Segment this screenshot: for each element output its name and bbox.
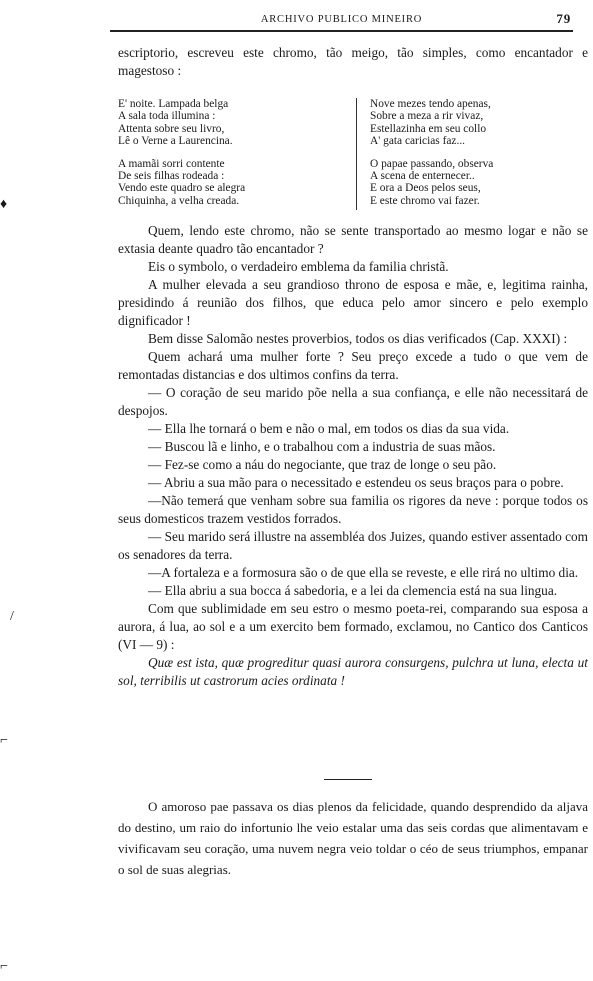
paragraph: — O coração de seu marido põe nella a sua confiança, e elle não necessitará de despojos. bbox=[118, 385, 588, 418]
poem-line: De seis filhas rodeada : bbox=[118, 170, 225, 183]
latin-quote-block bbox=[118, 654, 588, 690]
paragraph: Com que sublimidade em seu estro o mesmo poeta-rei, comparando sua esposa a aurora, á lua, ao sol e a um exercito bem formado, exclamou, no Cantico dos Canticos (VI — 9) : bbox=[118, 601, 588, 652]
margin-mark: ⌐ bbox=[0, 959, 8, 974]
poem-stanza bbox=[370, 158, 593, 208]
poem-line: Estellazinha em seu collo bbox=[370, 122, 487, 135]
poem-column-divider bbox=[356, 98, 357, 210]
page-number: 79 bbox=[556, 11, 571, 26]
margin-mark: ♦ bbox=[0, 197, 8, 212]
paragraph: Eis o symbolo, o verdadeiro emblema da familia christã. bbox=[148, 259, 449, 274]
latin-quote: Quæ est ista, quæ progreditur quasi aurora consurgens, pulchra ut luna, electa ut sol, terribilis ut castrorum acies ordinata ! bbox=[118, 655, 588, 688]
poem-line: Lê o Verne a Laurencina. bbox=[118, 135, 233, 148]
header-rule bbox=[110, 30, 573, 32]
paragraph: — Fez-se como a náu do negociante, que traz de longe o seu pão. bbox=[148, 457, 497, 472]
paragraph: — Ella lhe tornará o bem e não o mal, em todos os dias da sua vida. bbox=[148, 421, 510, 436]
poem-stanza bbox=[370, 98, 593, 148]
poem-line: A' gata caricias faz... bbox=[370, 135, 466, 148]
paragraph: A mulher elevada a seu grandioso throno de esposa e mãe, e, legitima rainha, presidindo á reunião dos filhos, que educa pelo amor sincero e pelo exemplo dignificador ! bbox=[118, 277, 588, 328]
paragraph: — Seu marido será illustre na assembléa dos Juizes, quando estiver assentado com os senadores da terra. bbox=[118, 529, 588, 562]
paragraph: Bem disse Salomão nestes proverbios, todos os dias verificados (Cap. XXXI) : bbox=[148, 331, 568, 346]
poem-line: Vendo este quadro se alegra bbox=[118, 182, 246, 195]
poem-line: Nove mezes tendo apenas, bbox=[370, 98, 491, 110]
running-header bbox=[110, 10, 573, 32]
body-text bbox=[118, 222, 588, 690]
poem bbox=[118, 98, 588, 210]
final-paragraph: O amoroso pae passava os dias plenos da felicidade, quando desprendido da aljava do destino, um raio do infortunio lhe veio estalar uma das seis cordas que alimentavam e vivificavam seu coração, uma nuvem negra veio toldar o céo de seus triumphos, empanar o sol de suas alegrias. bbox=[118, 799, 588, 877]
poem-left-column bbox=[118, 98, 353, 217]
margin-mark: / bbox=[10, 609, 14, 624]
running-title: ARCHIVO PUBLICO MINEIRO bbox=[260, 14, 423, 25]
poem-line: E ora a Deos pelos seus, bbox=[370, 182, 481, 195]
poem-line: Attenta sobre seu livro, bbox=[118, 122, 225, 135]
poem-line: A sala toda illumina : bbox=[118, 110, 216, 123]
poem-line: E' noite. Lampada belga bbox=[118, 98, 229, 110]
final-paragraph-block bbox=[118, 796, 588, 880]
poem-line: A mamãi sorri contente bbox=[118, 157, 225, 170]
poem-stanza bbox=[118, 158, 353, 208]
section-divider bbox=[324, 779, 372, 780]
intro-text: escriptorio, escreveu este chromo, tão meigo, tão simples, como encantador e magestoso : bbox=[118, 45, 588, 78]
poem-line: E este chromo vai fazer. bbox=[370, 194, 480, 207]
paragraph: —A fortaleza e a formosura são o de que ella se reveste, e elle rirá no ultimo dia. bbox=[148, 565, 579, 580]
poem-line: Sobre a meza a rir vivaz, bbox=[370, 110, 484, 123]
poem-line: O papae passando, observa bbox=[370, 157, 494, 170]
intro-paragraph bbox=[118, 44, 588, 80]
poem-line: A scena de enternecer.. bbox=[370, 170, 475, 183]
paragraph: — Abriu a sua mão para o necessitado e estendeu os seus braços para o pobre. bbox=[148, 475, 564, 490]
poem-line: Chiquinha, a velha creada. bbox=[118, 194, 240, 207]
paragraph: —Não temerá que venham sobre sua familia os rigores da neve : porque todos os seus domesticos trazem vestidos forrados. bbox=[118, 493, 588, 526]
paragraph: Quem, lendo este chromo, não se sente transportado ao mesmo logar e não se extasia deante quadro tão encantador ? bbox=[118, 223, 588, 256]
paragraph: — Ella abriu a sua bocca á sabedoria, e a lei da clemencia está na sua lingua. bbox=[148, 583, 558, 598]
margin-mark: ⌐ bbox=[0, 733, 8, 748]
poem-stanza bbox=[118, 98, 353, 148]
poem-right-column bbox=[370, 98, 593, 217]
paragraph: Quem achará uma mulher forte ? Seu preço excede a tudo o que vem de remontadas distancias e dos ultimos confins da terra. bbox=[118, 349, 588, 382]
paragraph: — Buscou lã e linho, e o trabalhou com a industria de suas mãos. bbox=[148, 439, 496, 454]
